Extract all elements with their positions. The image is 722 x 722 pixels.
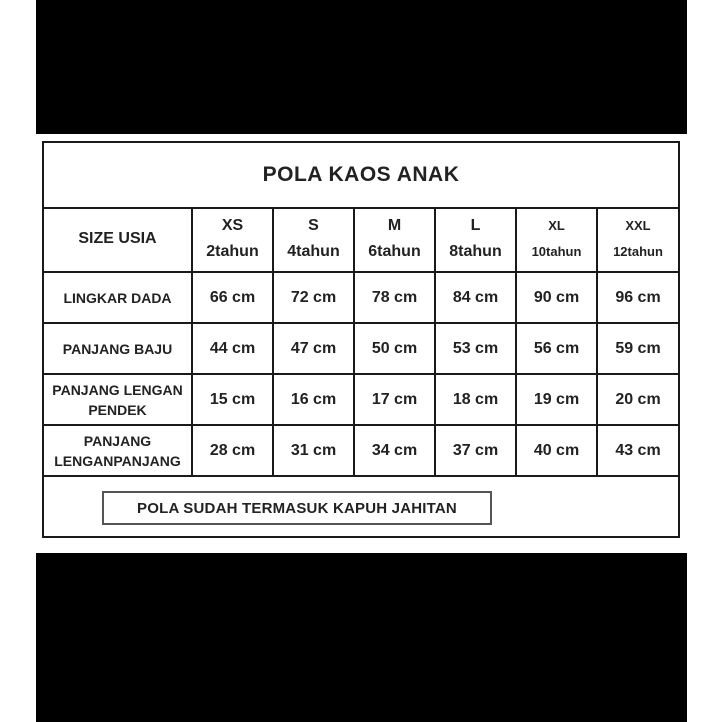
table-row <box>44 374 678 425</box>
table-cell: 15 cm <box>192 374 273 425</box>
row-label-line1: PANJANG LENGAN <box>52 381 183 398</box>
table-cell: 17 cm <box>354 374 435 425</box>
table-cell: 40 cm <box>516 425 597 476</box>
table-cell: 34 cm <box>354 425 435 476</box>
row-label <box>44 425 192 476</box>
table-cell: 47 cm <box>273 323 354 374</box>
table-cell: 28 cm <box>192 425 273 476</box>
table-cell: 20 cm <box>597 374 678 425</box>
table-header-row <box>44 207 678 272</box>
bottom-black-band <box>36 553 687 722</box>
table-row <box>44 323 678 374</box>
row-label <box>44 272 192 323</box>
size-chart-sheet <box>42 141 680 538</box>
size-code: S <box>308 217 319 234</box>
table-cell: 37 cm <box>435 425 516 476</box>
size-age: 8tahun <box>449 243 502 260</box>
row-label-line2: PENDEK <box>88 401 147 418</box>
title-row <box>44 143 678 209</box>
size-age: 12tahun <box>613 244 663 259</box>
size-column-header <box>435 207 516 272</box>
size-code: L <box>470 217 481 234</box>
table-cell: 59 cm <box>597 323 678 374</box>
size-age: 2tahun <box>206 243 259 260</box>
size-table <box>44 207 678 477</box>
size-age: 6tahun <box>368 243 421 260</box>
table-row <box>44 272 678 323</box>
table-row <box>44 425 678 476</box>
table-cell: 18 cm <box>435 374 516 425</box>
table-cell: 44 cm <box>192 323 273 374</box>
table-cell: 31 cm <box>273 425 354 476</box>
size-code: XS <box>221 217 244 234</box>
size-age: 4tahun <box>287 243 340 260</box>
row-label-line1: PANJANG BAJU <box>62 340 173 357</box>
row-label-line1: PANJANG <box>83 432 152 449</box>
row-label-line2: LENGANPANJANG <box>54 452 181 469</box>
size-column-header <box>597 207 678 272</box>
table-cell: 43 cm <box>597 425 678 476</box>
table-cell: 19 cm <box>516 374 597 425</box>
table-cell: 50 cm <box>354 323 435 374</box>
note-area <box>44 475 678 536</box>
table-cell: 72 cm <box>273 272 354 323</box>
table-cell: 66 cm <box>192 272 273 323</box>
row-label <box>44 323 192 374</box>
seam-allowance-note: POLA SUDAH TERMASUK KAPUH JAHITAN <box>102 491 492 525</box>
size-column-header <box>516 207 597 272</box>
size-code: XL <box>548 218 565 233</box>
table-cell: 96 cm <box>597 272 678 323</box>
size-column-header <box>273 207 354 272</box>
top-black-band <box>36 0 687 134</box>
table-cell: 16 cm <box>273 374 354 425</box>
size-code: M <box>387 217 402 234</box>
table-cell: 90 cm <box>516 272 597 323</box>
size-code: XXL <box>625 218 651 233</box>
table-cell: 84 cm <box>435 272 516 323</box>
page-title: POLA KAOS ANAK <box>262 163 460 186</box>
row-label-line1: LINGKAR DADA <box>63 289 172 306</box>
size-column-header <box>192 207 273 272</box>
row-label <box>44 374 192 425</box>
table-cell: 78 cm <box>354 272 435 323</box>
table-cell: 53 cm <box>435 323 516 374</box>
size-age-header: SIZE USIA <box>44 207 192 272</box>
size-age: 10tahun <box>531 244 582 259</box>
table-cell: 56 cm <box>516 323 597 374</box>
size-column-header <box>354 207 435 272</box>
